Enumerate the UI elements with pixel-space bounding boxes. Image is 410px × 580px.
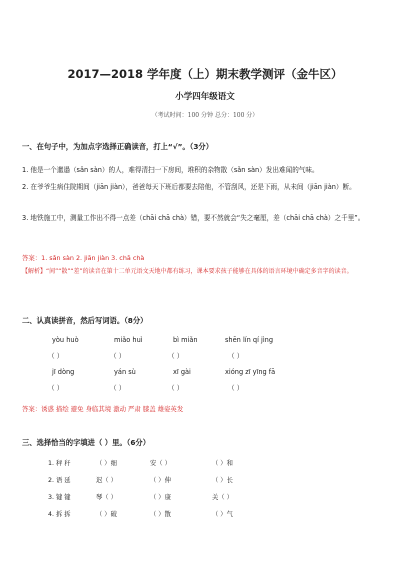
choice-row-4-chars: 4. 拆 拆	[48, 511, 71, 518]
page-subtitle: 小学四年级语文	[175, 92, 235, 102]
word-blank-1[interactable]: （ ）	[48, 352, 64, 360]
pinyin-5: jī dòng	[52, 368, 75, 376]
question-1-item-3: 3. 地铁施工中，测量工作出不得一点差（chāi chā chà）错，要不然就会“失之毫厘，差（chāi chā chà）之千里”。	[22, 214, 365, 222]
choice-row-1-chars: 1. 秤 秆	[48, 460, 71, 467]
pinyin-3: bì miǎn	[173, 336, 198, 344]
word-blank-6[interactable]: （ ）	[110, 384, 126, 392]
choice-row-1-blank-1[interactable]: （ ）细	[96, 460, 117, 467]
choice-row-4-blank-2[interactable]: （ ）散	[150, 511, 171, 518]
pinyin-7: xī gài	[173, 368, 191, 376]
word-blank-4[interactable]: （ ）	[228, 352, 244, 360]
word-blank-7[interactable]: （ ）	[168, 384, 184, 392]
choice-row-4-blank-1[interactable]: （ ）破	[96, 511, 117, 518]
section-2-heading: 二、认真读拼音，然后写词语。（8分）	[22, 316, 148, 325]
choice-row-2-chars: 2. 语 延	[48, 477, 71, 484]
exam-meta: （考试时间：100 分钟 总分：100 分）	[151, 112, 259, 119]
choice-row-3-chars: 3. 键 键	[48, 494, 71, 501]
choice-row-2-blank-1[interactable]: 迟（ ）	[96, 477, 117, 484]
section-2-answer: 答案：诱惑 描绘 避免 身临其境 激动 严肃 膝盖 雄姿英发	[22, 405, 184, 413]
section-1-analysis: 【解析】“间”“散”“差”的读音在第十二单元语文天地中都有练习，课本要求孩子能够在具体的语言环境中确定多音字的读音。	[22, 268, 353, 275]
choice-row-2-blank-2[interactable]: （ ）伸	[150, 477, 171, 484]
choice-row-1-blank-2[interactable]: 安（ ）	[150, 460, 171, 467]
choice-row-1-blank-3[interactable]: （ ）和	[212, 460, 233, 467]
choice-row-4-blank-3[interactable]: （ ）气	[212, 511, 233, 518]
question-1-item-1: 1. 他是一个邋遢（sǎn sàn）的人，难得清扫一下房间，堆积的杂物散（sǎn sàn）发出难闻的气味。	[22, 166, 319, 174]
word-blank-5[interactable]: （ ）	[48, 384, 64, 392]
section-1-answer: 答案：1. sǎn sàn 2. jiān jiàn 3. chā chà	[22, 254, 145, 262]
choice-row-2-blank-3[interactable]: （ ）长	[212, 477, 233, 484]
word-blank-2[interactable]: （ ）	[110, 352, 126, 360]
section-1-heading: 一、在句子中，为加点字选择正确读音，打上“√”。（3分）	[22, 142, 214, 151]
word-blank-3[interactable]: （ ）	[168, 352, 184, 360]
section-3-heading: 三、选择恰当的字填进（ ）里。（6分）	[22, 438, 151, 447]
pinyin-4: shēn lín qí jìng	[225, 336, 274, 344]
choice-row-3-blank-3[interactable]: 关（ ）	[212, 494, 233, 501]
page-title: 2017—2018 学年度（上）期末教学测评（金牛区）	[67, 67, 343, 81]
choice-row-3-blank-2[interactable]: （ ）康	[150, 494, 171, 501]
pinyin-6: yán sù	[114, 368, 136, 376]
choice-row-3-blank-1[interactable]: 琴（ ）	[96, 494, 117, 501]
pinyin-2: miǎo huì	[114, 336, 143, 344]
word-blank-8[interactable]: （ ）	[228, 384, 244, 392]
question-1-item-2: 2. 在爷爷生病住院期间（jiān jiàn），爸爸每天下班后都要去陪他，不管刮风，还是下雨，从未间（jiān jiàn）断。	[22, 183, 356, 191]
pinyin-8: xióng zī yīng fā	[225, 368, 276, 376]
pinyin-1: yòu huò	[52, 336, 79, 344]
